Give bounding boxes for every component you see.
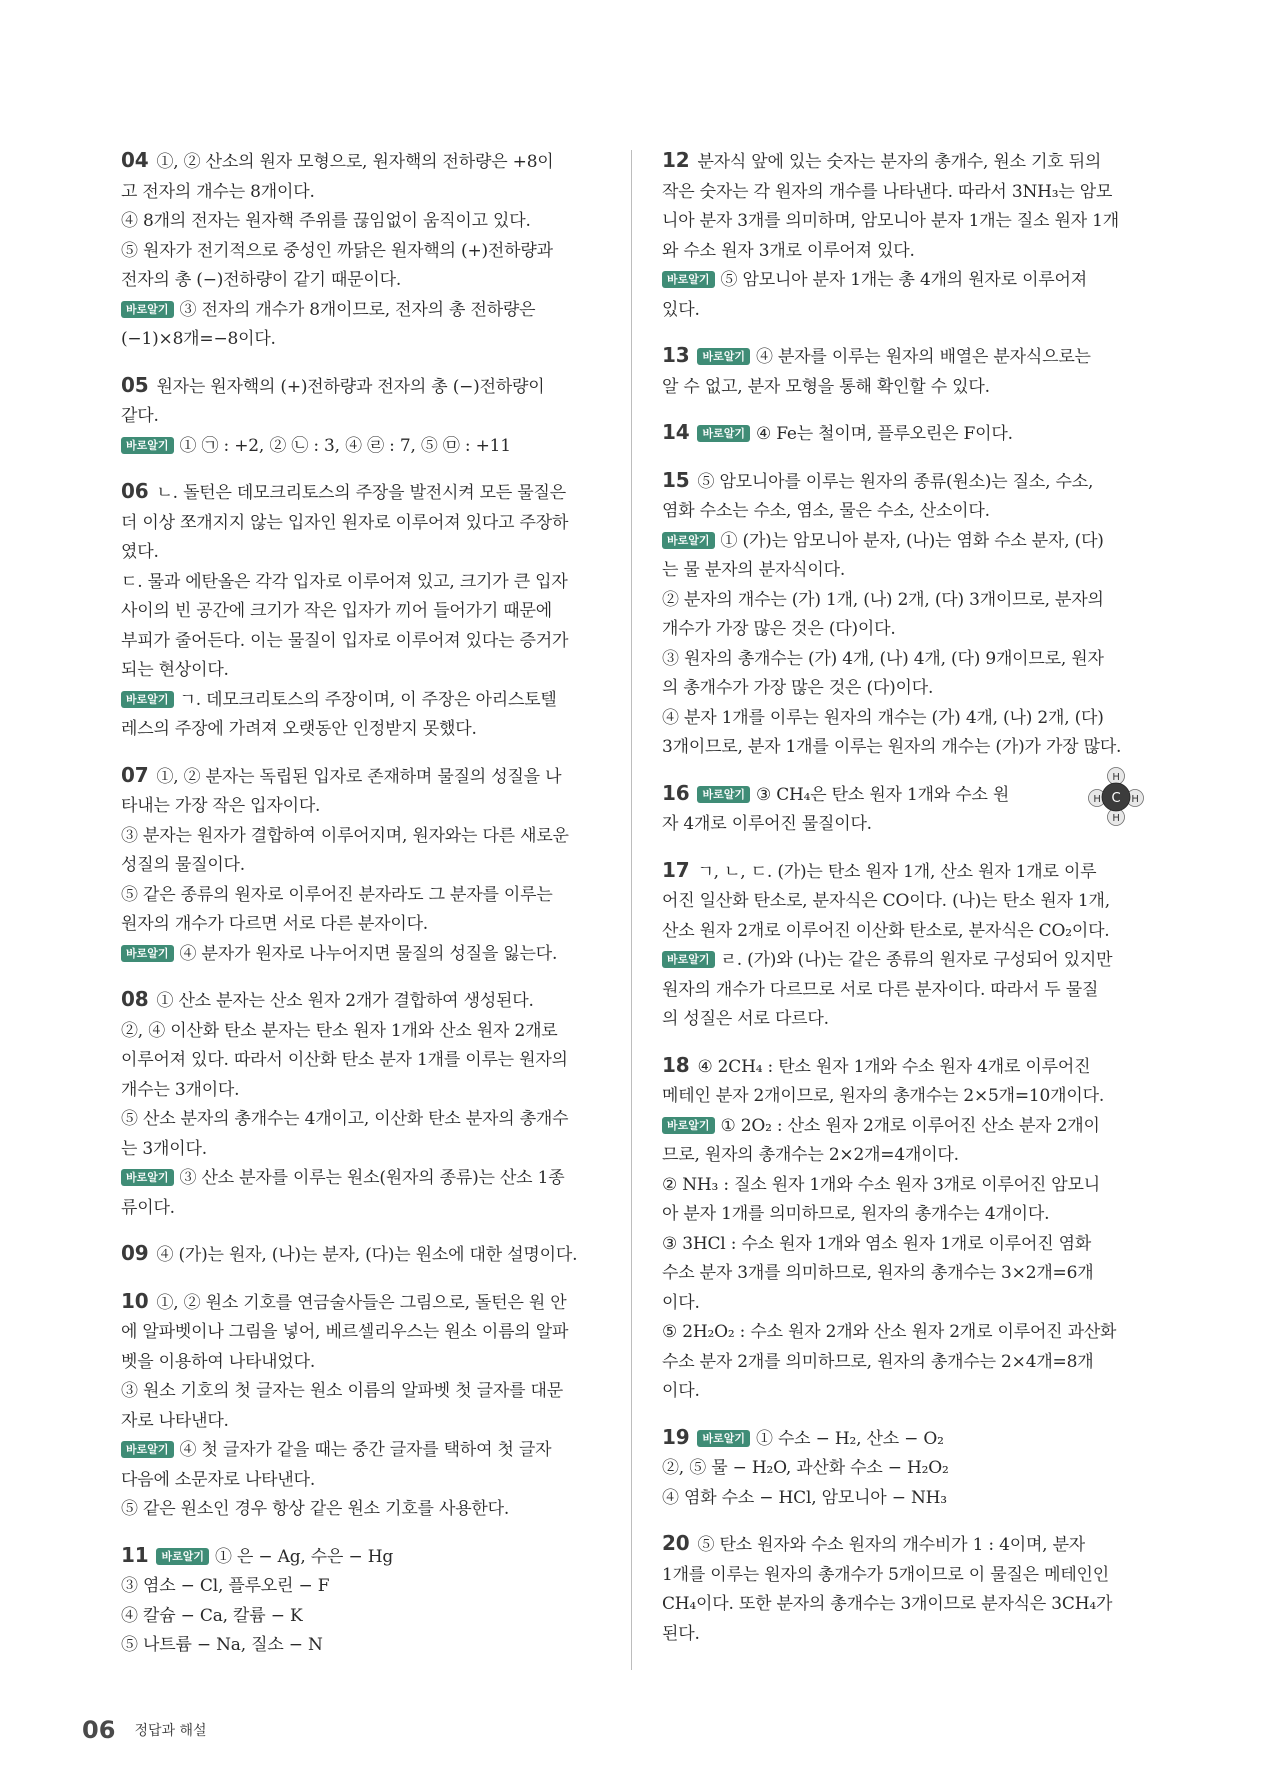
line-text: 는 물 분자의 분자식이다. (662, 560, 846, 580)
correction-badge: 바로알기 (697, 786, 750, 803)
answer-item-14 (662, 418, 1146, 450)
answer-line (121, 1602, 605, 1632)
answer-line (121, 1135, 605, 1165)
line-text: 부피가 줄어든다. 이는 물질이 입자로 이루어져 있다는 증거가 (121, 630, 569, 651)
answer-item-15 (662, 466, 1146, 763)
question-number: 16 (662, 780, 690, 805)
line-text: ④ 분자가 원자로 나누어지면 물질의 성질을 잃는다. (179, 943, 558, 964)
answer-line (662, 373, 1146, 403)
answer-line (662, 1259, 1146, 1289)
line-text: ㄴ. 돌턴은 데모크리토스의 주장을 발전시켜 모든 물질은 (156, 483, 566, 503)
line-text: 레스의 주장에 가려져 오랫동안 인정받지 못했다. (121, 719, 477, 739)
answer-item-11 (121, 1541, 605, 1661)
answer-line (662, 810, 1146, 840)
question-number: 07 (121, 762, 149, 787)
line-text: 자로 나타낸다. (121, 1410, 229, 1431)
line-text: ④ 칼슘 − Ca, 칼륨 − K (121, 1605, 303, 1626)
answer-line (662, 497, 1146, 527)
answer-line (121, 538, 605, 568)
line-text: ① 수소 − H₂, 산소 − O₂ (755, 1428, 944, 1449)
answer-line (662, 266, 1146, 296)
answer-line (662, 418, 1146, 450)
correction-badge: 바로알기 (121, 945, 174, 962)
answer-item-10 (121, 1287, 605, 1525)
line-text: 3개이므로, 분자 1개를 이루는 원자의 개수는 (가)가 가장 많다. (662, 737, 1122, 757)
answer-line (662, 976, 1146, 1006)
answer-line (662, 1377, 1146, 1407)
line-text: 니아 분자 3개를 의미하며, 암모니아 분자 1개는 질소 원자 1개 (662, 211, 1119, 231)
line-text: 므로, 원자의 총개수는 2×2개=4개이다. (662, 1145, 959, 1165)
answer-line (662, 1454, 1146, 1484)
line-text: ㄷ. 물과 에탄올은 각각 입자로 이루어져 있고, 크기가 큰 입자 (121, 571, 568, 592)
answer-line (662, 556, 1146, 586)
line-text: 수소 분자 3개를 의미하므로, 원자의 총개수는 3×2개=6개 (662, 1263, 1094, 1283)
line-text: ⑤ 2H₂O₂ : 수소 원자 2개와 산소 원자 2개로 이루어진 과산화 (662, 1322, 1117, 1342)
correction-badge: 바로알기 (121, 1441, 174, 1458)
line-text: 의 총개수가 가장 많은 것은 (다)이다. (662, 678, 934, 698)
answer-line (121, 1436, 605, 1466)
answer-line (662, 1318, 1146, 1348)
answer-line (121, 597, 605, 627)
question-number: 17 (662, 857, 690, 882)
answer-item-19 (662, 1423, 1146, 1514)
hydrogen-label: H (1093, 793, 1101, 805)
line-text: 수소 분자 2개를 의미하므로, 원자의 총개수는 2×4개=8개 (662, 1351, 1094, 1372)
answer-line (662, 466, 1146, 498)
question-number: 11 (121, 1542, 149, 1567)
answer-line (662, 733, 1146, 763)
line-text: 였다. (121, 542, 159, 562)
line-text: 1개를 이루는 원자의 총개수가 5개이므로 이 물질은 메테인인 (662, 1564, 1109, 1585)
answer-line (121, 237, 605, 267)
line-text: 아 분자 1개를 의미하므로, 원자의 총개수는 4개이다. (662, 1204, 1050, 1224)
line-text: ② NH₃ : 질소 원자 1개와 수소 원자 3개로 이루어진 암모니 (662, 1174, 1100, 1195)
answer-item-17 (662, 856, 1146, 1035)
line-text: 된다. (662, 1623, 700, 1644)
page-number: 06 (82, 1716, 116, 1744)
answer-line (662, 704, 1146, 734)
line-text: ① 은 − Ag, 수은 − Hg (214, 1546, 394, 1567)
line-text: ①, ② 분자는 독립된 입자로 존재하며 물질의 성질을 나 (156, 766, 562, 787)
answer-line (662, 1141, 1146, 1171)
line-text: 고 전자의 개수는 8개이다. (121, 181, 315, 202)
answer-line (121, 761, 605, 793)
line-text: ⑤ 나트륨 − Na, 질소 − N (121, 1635, 323, 1655)
answer-line (121, 656, 605, 686)
line-text: 메테인 분자 2개이므로, 원자의 총개수는 2×5개=10개이다. (662, 1086, 1105, 1106)
line-text: 산소 원자 2개로 이루어진 이산화 탄소로, 분자식은 CO₂이다. (662, 920, 1110, 941)
answer-line (662, 1005, 1146, 1035)
answer-line (121, 568, 605, 598)
line-text: 어진 일산화 탄소로, 분자식은 CO이다. (나)는 탄소 원자 1개, (662, 891, 1110, 911)
question-number: 09 (121, 1241, 149, 1265)
answer-line (662, 207, 1146, 237)
line-text: ⑤ 산소 분자의 총개수는 4개이고, 이산화 탄소 분자의 총개수 (121, 1109, 569, 1129)
answer-line (121, 477, 605, 509)
correction-badge: 바로알기 (662, 1117, 715, 1134)
answer-line (121, 851, 605, 881)
answer-line (121, 686, 605, 716)
answer-line (121, 985, 605, 1017)
answer-line (121, 1377, 605, 1407)
line-text: ③ 산소 분자를 이루는 원소(원자의 종류)는 산소 1종 (179, 1168, 565, 1188)
answer-line (121, 1495, 605, 1525)
answer-line (662, 1590, 1146, 1620)
answer-line (662, 615, 1146, 645)
answer-line (662, 1561, 1146, 1591)
line-text: 의 성질은 서로 다르다. (662, 1009, 829, 1029)
correction-badge: 바로알기 (697, 425, 750, 442)
column-divider (631, 150, 632, 1670)
answer-line (662, 1230, 1146, 1260)
line-text: 되는 현상이다. (121, 660, 229, 680)
hydrogen-label: H (1112, 812, 1120, 824)
answer-line (121, 1194, 605, 1224)
answer-item-05 (121, 371, 605, 462)
answer-line (662, 645, 1146, 675)
line-text: 같다. (121, 406, 159, 426)
answer-line (121, 1017, 605, 1047)
line-text: 알 수 없고, 분자 모형을 통해 확인할 수 있다. (662, 376, 990, 397)
answer-item-08 (121, 985, 605, 1223)
line-text: 는 3개이다. (121, 1138, 207, 1159)
question-number: 12 (662, 148, 690, 172)
answer-line (662, 527, 1146, 557)
line-text: ④ 분자를 이루는 원자의 배열은 분자식으로는 (755, 347, 1091, 367)
line-text: ④ Fe는 철이며, 플루오린은 F이다. (755, 424, 1013, 444)
line-text: ⑤ 암모니아를 이루는 원자의 종류(원소)는 질소, 수소, (697, 471, 1094, 492)
answer-line (121, 207, 605, 237)
line-text: ③ 원소 기호의 첫 글자는 원소 이름의 알파벳 첫 글자를 대문 (121, 1381, 563, 1401)
answer-line (121, 822, 605, 852)
answer-line (121, 1318, 605, 1348)
line-text: ① ㉠ : +2, ② ㉡ : 3, ④ ㉣ : 7, ⑤ ㉤ : +11 (179, 435, 511, 456)
line-text: ②, ④ 이산화 탄소 분자는 탄소 원자 1개와 산소 원자 2개로 (121, 1020, 558, 1041)
correction-badge: 바로알기 (697, 1430, 750, 1447)
answer-line (662, 296, 1146, 326)
answer-line (121, 1572, 605, 1602)
page-footer (82, 1716, 207, 1744)
line-text: ④ 2CH₄ : 탄소 원자 1개와 수소 원자 4개로 이루어진 (697, 1056, 1091, 1077)
line-text: 이다. (662, 1292, 700, 1313)
line-text: 타내는 가장 작은 입자이다. (121, 796, 321, 816)
answer-line (121, 296, 605, 326)
line-text: 있다. (662, 299, 700, 320)
answer-line (662, 178, 1146, 208)
line-text: ④ 염화 수소 − HCl, 암모니아 − NH₃ (662, 1487, 947, 1508)
question-number: 04 (121, 148, 149, 172)
answer-line (121, 881, 605, 911)
answer-line (121, 1105, 605, 1135)
line-text: 와 수소 원자 3개로 이루어져 있다. (662, 240, 915, 261)
answer-item-20 (662, 1529, 1146, 1649)
answer-item-12 (662, 146, 1146, 325)
answer-line (662, 674, 1146, 704)
hydrogen-label: H (1131, 793, 1139, 805)
line-text: 원자는 원자핵의 (+)전하량과 전자의 총 (−)전하량이 (156, 376, 545, 397)
answer-line (662, 1171, 1146, 1201)
line-text: ⑤ 원자가 전기적으로 중성인 까닭은 원자핵의 (+)전하량과 (121, 240, 553, 261)
answer-line (121, 1076, 605, 1106)
answer-line (662, 1484, 1146, 1514)
answer-line (121, 940, 605, 970)
correction-badge: 바로알기 (662, 951, 715, 968)
correction-badge: 바로알기 (121, 1169, 174, 1186)
answer-line (662, 1620, 1146, 1650)
answer-line (121, 1164, 605, 1194)
carbon-label: C (1111, 790, 1121, 806)
answer-line (121, 371, 605, 403)
answer-line (662, 779, 1146, 811)
answer-line (662, 946, 1146, 976)
answer-line (662, 856, 1146, 888)
correction-badge: 바로알기 (697, 348, 750, 365)
line-text: ① 산소 분자는 산소 원자 2개가 결합하여 생성된다. (156, 991, 534, 1011)
answer-line (662, 1423, 1146, 1455)
line-text: 더 이상 쪼개지지 않는 입자인 원자로 이루어져 있다고 주장하 (121, 512, 569, 533)
answer-line (662, 1348, 1146, 1378)
line-text: ④ (가)는 원자, (나)는 분자, (다)는 원소에 대한 설명이다. (156, 1245, 578, 1265)
answer-line (121, 1466, 605, 1496)
answer-line (121, 910, 605, 940)
answer-line (662, 1112, 1146, 1142)
line-text: 전자의 총 (−)전하량이 같기 때문이다. (121, 270, 402, 290)
answer-line (121, 1407, 605, 1437)
answer-line (121, 715, 605, 745)
answer-line (662, 1082, 1146, 1112)
answer-line (121, 1046, 605, 1076)
left-column (121, 146, 605, 1677)
line-text: ㄱ, ㄴ, ㄷ. (가)는 탄소 원자 1개, 산소 원자 1개로 이루 (697, 861, 1097, 882)
answer-line (121, 1287, 605, 1319)
answer-item-13 (662, 341, 1146, 402)
line-text: 류이다. (121, 1197, 175, 1218)
line-text: ⑤ 탄소 원자와 수소 원자의 개수비가 1 : 4이며, 분자 (697, 1535, 1086, 1555)
line-text: ③ CH₄은 탄소 원자 1개와 수소 원 (755, 784, 1010, 805)
correction-badge: 바로알기 (662, 532, 715, 549)
line-text: 다음에 소문자로 나타낸다. (121, 1469, 316, 1490)
line-text: ①, ② 산소의 원자 모형으로, 원자핵의 전하량은 +8이 (156, 152, 554, 172)
correction-badge: 바로알기 (156, 1548, 209, 1565)
question-number: 18 (662, 1052, 690, 1077)
line-text: ①, ② 원소 기호를 연금술사들은 그림으로, 돌턴은 원 안 (156, 1292, 567, 1313)
line-text: 이루어져 있다. 따라서 이산화 탄소 분자 1개를 이루는 원자의 (121, 1050, 568, 1070)
answer-item-04 (121, 146, 605, 355)
answer-line (662, 1289, 1146, 1319)
line-text: ⑤ 암모니아 분자 1개는 총 4개의 원자로 이루어져 (720, 270, 1087, 290)
question-number: 10 (121, 1288, 149, 1313)
answer-line (662, 1200, 1146, 1230)
line-text: 원자의 개수가 다르므로 서로 다른 분자이다. 따라서 두 물질 (662, 979, 1099, 1000)
line-text: ③ 분자는 원자가 결합하여 이루어지며, 원자와는 다른 새로운 (121, 825, 569, 846)
line-text: 사이의 빈 공간에 크기가 작은 입자가 끼어 들어가기 때문에 (121, 601, 552, 621)
line-text: ㄱ. 데모크리토스의 주장이며, 이 주장은 아리스토텔 (179, 689, 557, 710)
line-text: 염화 수소는 수소, 염소, 물은 수소, 산소이다. (662, 501, 990, 521)
line-text: ④ 8개의 전자는 원자핵 주위를 끊임없이 움직이고 있다. (121, 211, 531, 231)
line-text: ③ 3HCl : 수소 원자 1개와 염소 원자 1개로 이루어진 염화 (662, 1233, 1092, 1254)
line-text: ① (가)는 암모니아 분자, (나)는 염화 수소 분자, (다) (720, 530, 1104, 551)
answer-line (662, 586, 1146, 616)
question-number: 15 (662, 467, 690, 492)
answer-line (662, 887, 1146, 917)
answer-line (121, 627, 605, 657)
answer-line (121, 1631, 605, 1661)
answer-item-18 (662, 1051, 1146, 1407)
question-number: 08 (121, 987, 149, 1011)
correction-badge: 바로알기 (662, 271, 715, 288)
answer-line (121, 1348, 605, 1378)
line-text: ㄹ. (가)와 (나)는 같은 종류의 원자로 구성되어 있지만 (720, 950, 1113, 970)
line-text: ②, ⑤ 물 − H₂O, 과산화 수소 − H₂O₂ (662, 1458, 949, 1478)
line-text: 개수는 3개이다. (121, 1079, 240, 1100)
answer-line (662, 1529, 1146, 1561)
line-text: (−1)×8개=−8이다. (121, 329, 276, 349)
answer-line (662, 237, 1146, 267)
line-text: 분자식 앞에 있는 숫자는 분자의 총개수, 원소 기호 뒤의 (697, 152, 1102, 172)
answer-line (121, 325, 605, 355)
question-number: 13 (662, 343, 690, 367)
correction-badge: 바로알기 (121, 437, 174, 454)
answer-line (662, 1051, 1146, 1083)
answer-line (121, 432, 605, 462)
line-text: 원자의 개수가 다르면 서로 다른 분자이다. (121, 914, 428, 934)
answer-line (662, 146, 1146, 178)
methane-molecule-model (1086, 767, 1146, 827)
question-number: 06 (121, 479, 149, 503)
answer-line (121, 509, 605, 539)
line-text: ① 2O₂ : 산소 원자 2개로 이루어진 산소 분자 2개이 (720, 1115, 1100, 1136)
answer-line (121, 146, 605, 178)
answer-item-07 (121, 761, 605, 970)
correction-badge: 바로알기 (121, 301, 174, 318)
line-text: ③ 전자의 개수가 8개이므로, 전자의 총 전하량은 (179, 299, 536, 320)
right-column (662, 146, 1146, 1665)
answer-item-16 (662, 771, 1146, 840)
line-text: ⑤ 같은 원소인 경우 항상 같은 원소 기호를 사용한다. (121, 1499, 510, 1519)
answer-line (662, 917, 1146, 947)
answer-line (121, 402, 605, 432)
correction-badge: 바로알기 (121, 691, 174, 708)
answer-line (121, 266, 605, 296)
answer-line (121, 792, 605, 822)
question-number: 05 (121, 372, 149, 397)
answer-line (121, 1541, 605, 1573)
answer-line (662, 341, 1146, 373)
line-text: ④ 분자 1개를 이루는 원자의 개수는 (가) 4개, (나) 2개, (다) (662, 707, 1104, 728)
hydrogen-label: H (1112, 771, 1120, 783)
line-text: ② 분자의 개수는 (가) 1개, (나) 2개, (다) 3개이므로, 분자의 (662, 589, 1104, 610)
answer-item-09 (121, 1239, 605, 1271)
question-number: 19 (662, 1424, 690, 1449)
line-text: ③ 원자의 총개수는 (가) 4개, (나) 4개, (다) 9개이므로, 원자 (662, 648, 1104, 669)
footer-label: 정답과 해설 (134, 1723, 207, 1739)
line-text: CH₄이다. 또한 분자의 총개수는 3개이므로 분자식은 3CH₄가 (662, 1594, 1113, 1614)
answer-line (121, 178, 605, 208)
line-text: ⑤ 같은 종류의 원자로 이루어진 분자라도 그 분자를 이루는 (121, 884, 553, 905)
line-text: 에 알파벳이나 그림을 넣어, 베르셀리우스는 원소 이름의 알파 (121, 1322, 569, 1342)
answer-line (121, 1239, 605, 1271)
question-number: 14 (662, 420, 690, 444)
line-text: 작은 숫자는 각 원자의 개수를 나타낸다. 따라서 3NH₃는 암모 (662, 181, 1113, 202)
line-text: 이다. (662, 1381, 700, 1401)
line-text: 개수가 가장 많은 것은 (다)이다. (662, 619, 896, 639)
line-text: 성질의 물질이다. (121, 855, 245, 875)
question-number: 20 (662, 1531, 690, 1555)
line-text: ④ 첫 글자가 같을 때는 중간 글자를 택하여 첫 글자 (179, 1440, 552, 1460)
answer-item-06 (121, 477, 605, 745)
line-text: 벳을 이용하여 나타내었다. (121, 1351, 316, 1372)
line-text: ③ 염소 − Cl, 플루오린 − F (121, 1576, 330, 1596)
line-text: 자 4개로 이루어진 물질이다. (662, 814, 872, 834)
